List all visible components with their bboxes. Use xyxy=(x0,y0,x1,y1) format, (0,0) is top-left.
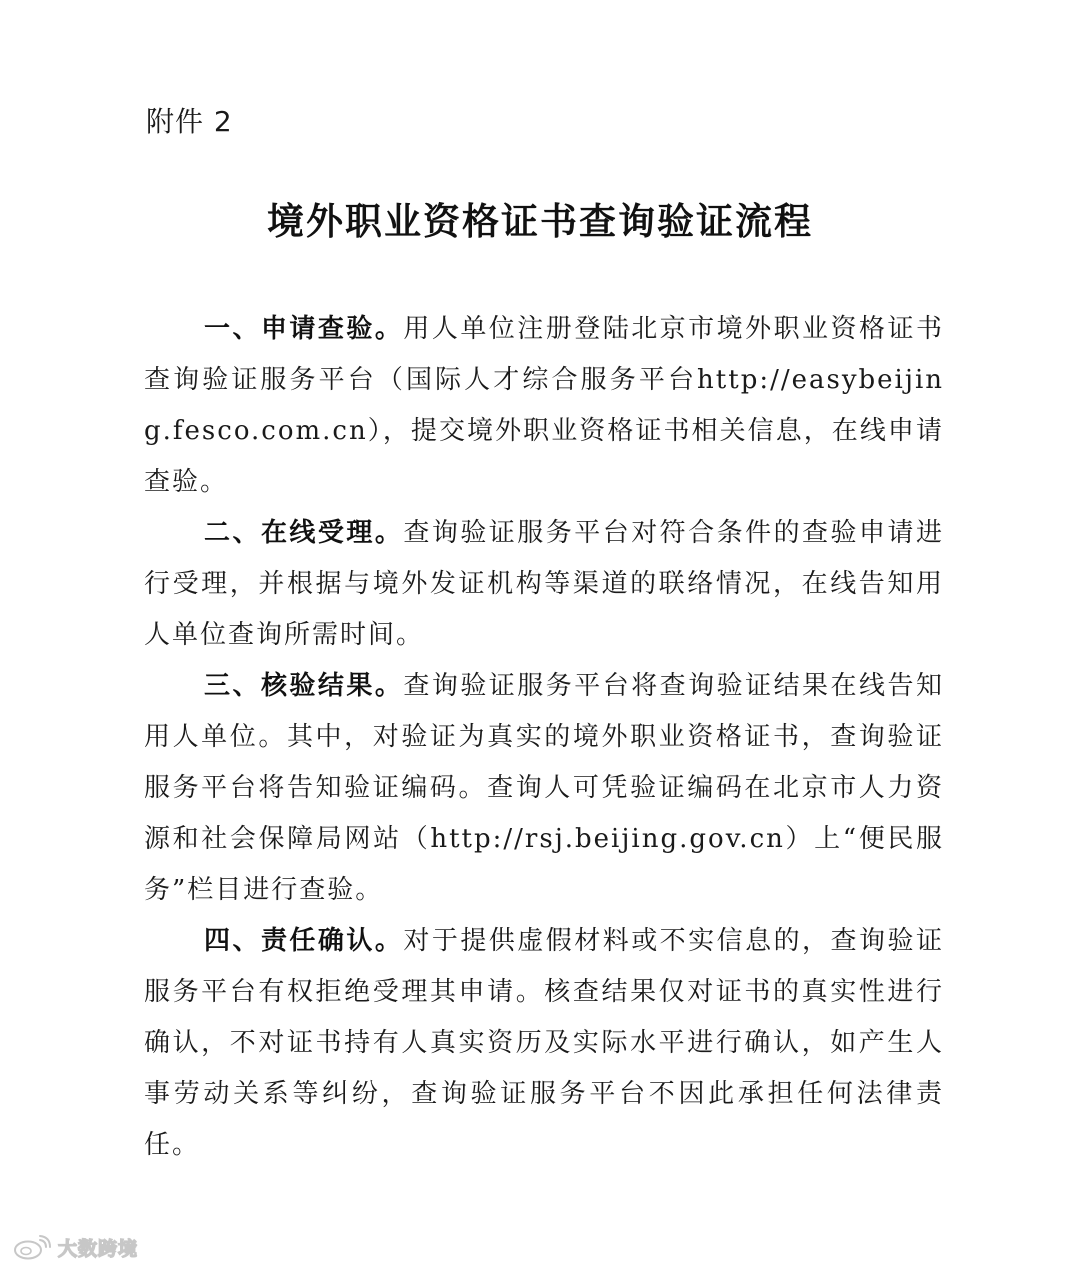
watermark xyxy=(12,1232,138,1262)
section-text: 查询验证服务平台将查询验证结果在线告知用人单位。其中，对验证为真实的境外职业资格证书，查询验证服务平台将告知验证编码。查询人可凭验证编码在北京市人力资源和社会保障局网站（http://rsj.beijing.gov.cn）上“便民服务”栏目进行查验。 xyxy=(144,671,944,905)
section-responsibility xyxy=(144,916,944,1171)
section-text: 对于提供虚假材料或不实信息的，查询验证服务平台有权拒绝受理其申请。核查结果仅对证书的真实性进行确认，不对证书持有人真实资历及实际水平进行确认，如产生人事劳动关系等纠纷，查询验证服务平台不因此承担任何法律责任。 xyxy=(144,926,944,1160)
section-text: 用人单位注册登陆北京市境外职业资格证书查询验证服务平台（国际人才综合服务平台http://easybeijing.fesco.com.cn），提交境外职业资格证书相关信息，在线申请查验。 xyxy=(144,314,944,497)
section-heading: 二、在线受理。 xyxy=(204,518,404,548)
weibo-logo-icon xyxy=(12,1234,52,1260)
watermark-text: 大数跨境 xyxy=(58,1237,139,1260)
section-accept xyxy=(144,508,944,661)
document-title: 境外职业资格证书查询验证流程 xyxy=(267,200,813,243)
section-heading: 一、申请查验。 xyxy=(204,314,404,344)
section-heading: 四、责任确认。 xyxy=(204,926,404,956)
attachment-label: 附件 2 xyxy=(146,105,233,138)
section-text: 查询验证服务平台对符合条件的查验申请进行受理，并根据与境外发证机构等渠道的联络情况，在线告知用人单位查询所需时间。 xyxy=(144,518,944,650)
section-result xyxy=(144,661,944,916)
section-heading: 三、核验结果。 xyxy=(204,671,404,701)
document-body xyxy=(144,304,944,1171)
section-apply xyxy=(144,304,944,508)
